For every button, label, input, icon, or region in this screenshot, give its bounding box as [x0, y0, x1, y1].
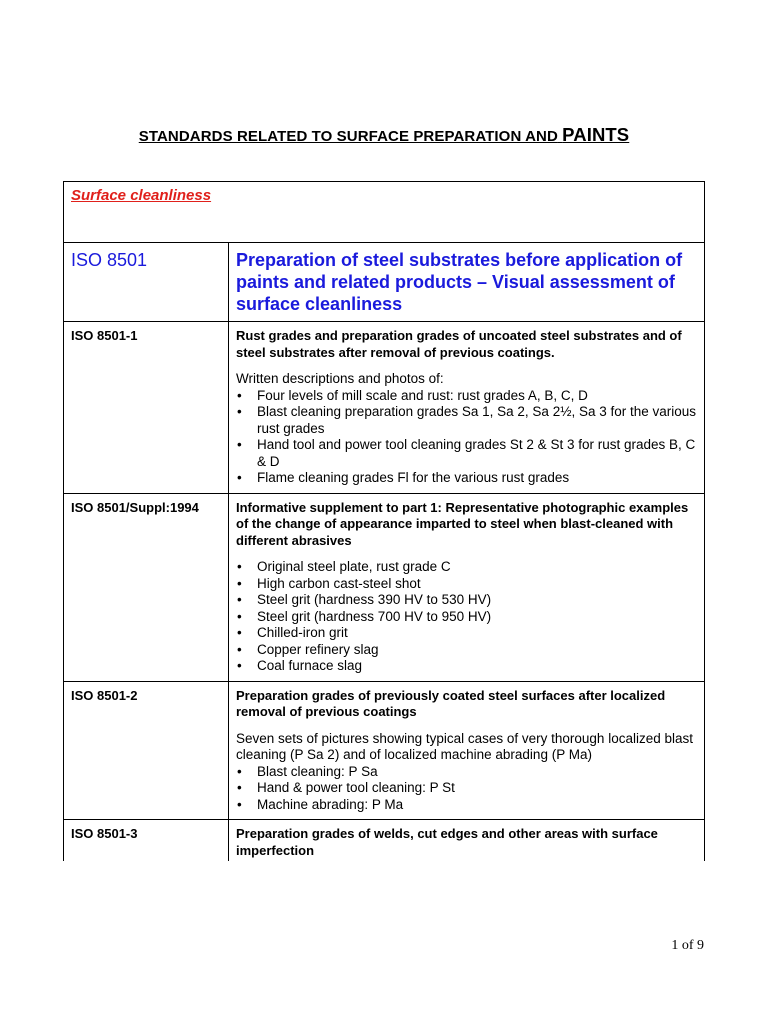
- bullet-list: [236, 764, 698, 814]
- standards-table: [63, 181, 705, 861]
- bullet-list: [236, 559, 698, 675]
- standard-title: Rust grades and preparation grades of uncoated steel substrates and of steel substrates after removal of previous coatings.: [236, 328, 682, 360]
- page-title: [0, 124, 768, 146]
- header-code: ISO 8501: [71, 250, 148, 270]
- list-item: • High carbon cast-steel shot: [236, 576, 698, 593]
- section-heading: Surface cleanliness: [71, 187, 212, 204]
- standard-description: Written descriptions and photos of:: [236, 371, 444, 386]
- section-row: [64, 182, 705, 243]
- list-item: • Steel grit (hardness 700 HV to 950 HV): [236, 609, 698, 626]
- page-number: 1 of 9: [671, 938, 704, 953]
- list-item: • Hand & power tool cleaning: P St: [236, 780, 698, 797]
- list-item: • Four levels of mill scale and rust: rust grades A, B, C, D: [236, 388, 698, 405]
- standard-title: Preparation grades of previously coated steel surfaces after localized removal of previous coatings: [236, 687, 666, 719]
- table-row: [64, 493, 705, 681]
- list-item: • Steel grit (hardness 390 HV to 530 HV): [236, 592, 698, 609]
- title-last-word: PAINTS: [562, 124, 630, 145]
- list-item: • Machine abrading: P Ma: [236, 797, 698, 814]
- standard-description: Seven sets of pictures showing typical cases of very thorough localized blast cleaning (P Sa 2) and of localized machine abrading (P Ma): [236, 730, 693, 762]
- title-main: STANDARDS RELATED TO SURFACE PREPARATION AND: [138, 128, 558, 145]
- standard-code: ISO 8501-2: [71, 687, 138, 703]
- table-row: [64, 681, 705, 820]
- bullet-list: [236, 388, 698, 487]
- table-row: [64, 820, 705, 862]
- list-item: • Chilled-iron grit: [236, 625, 698, 642]
- list-item: • Flame cleaning grades Fl for the various rust grades: [236, 470, 698, 487]
- standard-title: Preparation grades of welds, cut edges and other areas with surface imperfection: [236, 826, 658, 858]
- list-item: • Blast cleaning preparation grades Sa 1, Sa 2, Sa 2½, Sa 3 for the various rust grades: [236, 404, 698, 437]
- standard-title: Informative supplement to part 1: Representative photographic examples of the change of appearance imparted to steel when blast-cleaned with different abrasives: [236, 499, 689, 548]
- table-row: [64, 322, 705, 494]
- standard-code: ISO 8501-3: [71, 826, 138, 841]
- standard-code: ISO 8501-1: [71, 328, 138, 343]
- list-item: • Original steel plate, rust grade C: [236, 559, 698, 576]
- list-item: • Copper refinery slag: [236, 642, 698, 659]
- list-item: • Hand tool and power tool cleaning grades St 2 & St 3 for rust grades B, C & D: [236, 437, 698, 470]
- list-item: • Blast cleaning: P Sa: [236, 764, 698, 781]
- list-item: • Coal furnace slag: [236, 658, 698, 675]
- standard-code: ISO 8501/Suppl:1994: [71, 499, 199, 515]
- header-title: Preparation of steel substrates before application of paints and related products – Visual assessment of surface cleanliness: [236, 250, 683, 314]
- header-row: [64, 243, 705, 322]
